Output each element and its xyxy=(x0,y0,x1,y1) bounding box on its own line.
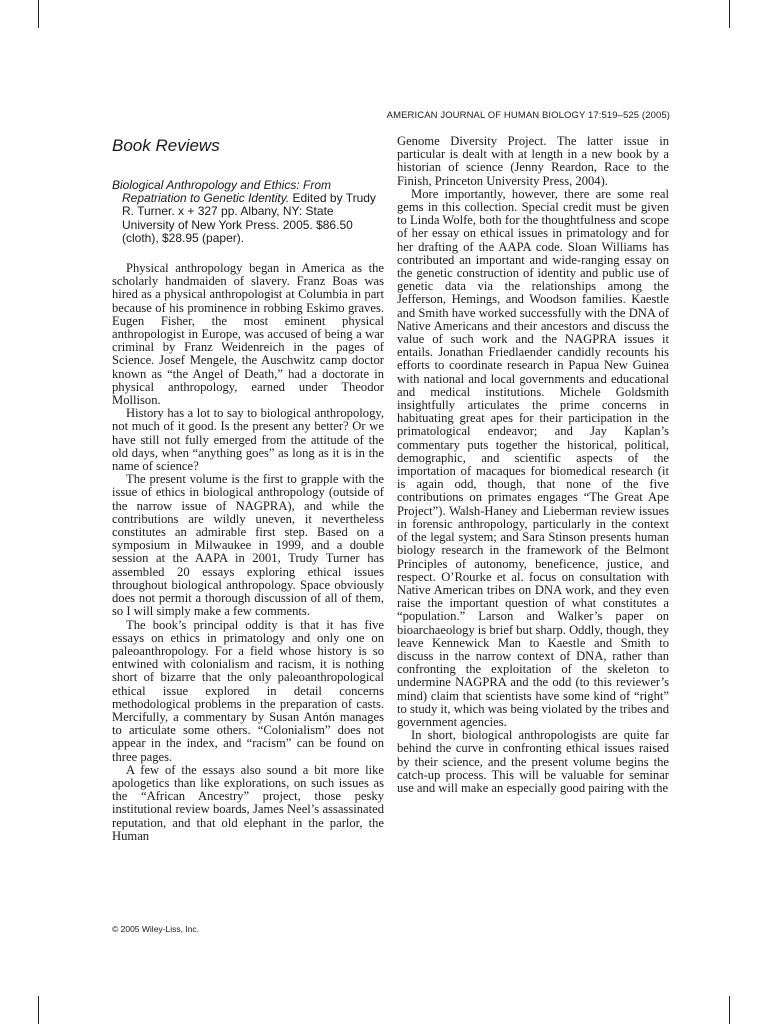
paragraph: Genome Diversity Project. The latter issue in particular is dealt with at length in a new book by a historian of science (Jenny Reardon, Race to the Finish, Princeton University Press, 2004). xyxy=(397,134,669,188)
paragraph: Physical anthropology began in America as the scholarly handmaiden of slavery. Franz Boas was hired as a physical anthropologist at Columbia in part because of his prominence in robbing Eskimo graves. Eugen Fisher, the most eminent physical anthropologist in Europe, was accused of being a war criminal by Franz Weidenreich in the pages of Science. Josef Mengele, the Auschwitz camp doctor known as “the Angel of Death,” had a doctorate in physical anthropology, earned under Theodor Mollison. xyxy=(112,261,384,408)
paragraph: In short, biological anthropologists are quite far behind the curve in confronting ethical issues raised by their science, and the present volume begins the catch-up process. This will be valuable for seminar use and will make an especially good pairing with the xyxy=(397,728,669,795)
book-details: Edited by Trudy R. Turner. x + 327 pp. Albany, NY: State University of New York Press. 2005. $86.50 (cloth), $28.95 (paper). xyxy=(122,191,376,245)
paragraph: The present volume is the first to grapple with the issue of ethics in biological anthropology (outside of the narrow issue of NAGPRA), and while the contributions are wildly uneven, it nevertheless constitutes an admirable first step. Based on a symposium in Milwaukee in 1999, and a double session at the AAPA in 2001, Trudy Turner has assembled 20 essays exploring ethical issues throughout biological anthropology. Space obviously does not permit a thorough discussion of all of them, so I will simply make a few comments. xyxy=(112,472,384,619)
paragraph: History has a lot to say to biological anthropology, not much of it good. Is the present any better? Or we have still not fully emerged from the attitude of the old days, when “anything goes” as long as it is in the name of science? xyxy=(112,406,384,474)
paragraph: A few of the essays also sound a bit more like apologetics than like explorations, on such issues as the “African Ancestry” project, those pesky institutional review boards, James Neel’s assassinated reputation, and that old elephant in the parlor, the Human xyxy=(112,762,384,843)
book-citation xyxy=(112,179,384,245)
crop-mark-bottom-right xyxy=(729,996,730,1024)
paragraph: The book’s principal oddity is that it has five essays on ethics in primatology and only one on paleoanthropology. For a field whose history is so entwined with colonialism and racism, it is nothing short of bizarre that the only paleoanthropological ethical issue explored in detail concerns methodological problems in the preparation of casts. Mercifully, a commentary by Susan Antón manages to articulate some others. “Colonialism” does not appear in the index, and “racism” can be found on three pages. xyxy=(112,617,384,764)
running-head: AMERICAN JOURNAL OF HUMAN BIOLOGY 17:519–525 (2005) xyxy=(386,110,670,121)
copyright-notice: © 2005 Wiley-Liss, Inc. xyxy=(112,924,200,934)
crop-mark-bottom-left xyxy=(38,996,39,1024)
crop-mark-top-left xyxy=(38,0,39,28)
left-column xyxy=(112,136,384,843)
section-title: Book Reviews xyxy=(112,136,220,155)
paragraph: More importantly, however, there are some real gems in this collection. Special credit must be given to Linda Wolfe, both for the thoughtfulness and scope of her essay on ethical issues in primatology and for her drafting of the AAPA code. Sloan Williams has contributed an important and wide-ranging essay on the genetic construction of identity and public use of genetic data via the relationships among the Jefferson, Hemings, and Woodson families. Kaestle and Smith have worked successfully with the DNA of Native Americans and their ancestors and discuss the value of such work and the NAGPRA issues it entails. Jonathan Friedlaender candidly recounts his efforts to coordinate research in Papua New Guinea with national and local governments and educational and medical institutions. Michele Goldsmith insightfully articulates the prime concerns in habituating great apes for their participation in the primatological endeavor; and Jay Kaplan’s commentary puts together the historical, political, demographic, and scientific aspects of the importation of macaques for biomedical research (it is again odd, though, that none of the five contributions on primates engages “The Great Ape Project”). Walsh-Haney and Lieberman review issues in forensic anthropology, particularly in the context of the legal system; and Sara Stinson presents human biology research in the framework of the Belmont Principles of autonomy, beneficence, justice, and respect. O’Rourke et al. focus on consultation with Native American tribes on DNA work, and they even raise the important question of what constitutes a “population.” Larson and Walker’s paper on bioarchaeology is brief but sharp. Oddly, though, they leave Kennewick Man to Kaestle and Smith to discuss in the narrow context of DNA, rather than confronting the exploitation of the skeleton to undermine NAGPRA and the odd (to this reviewer’s mind) claim that scientists have some kind of “right” to study it, which was being violated by the tribes and government agencies. xyxy=(397,186,669,729)
right-column xyxy=(397,135,669,795)
crop-mark-top-right xyxy=(729,0,730,28)
book-title: Biological Anthropology and Ethics: From Repatriation to Genetic Identity. xyxy=(112,178,331,206)
